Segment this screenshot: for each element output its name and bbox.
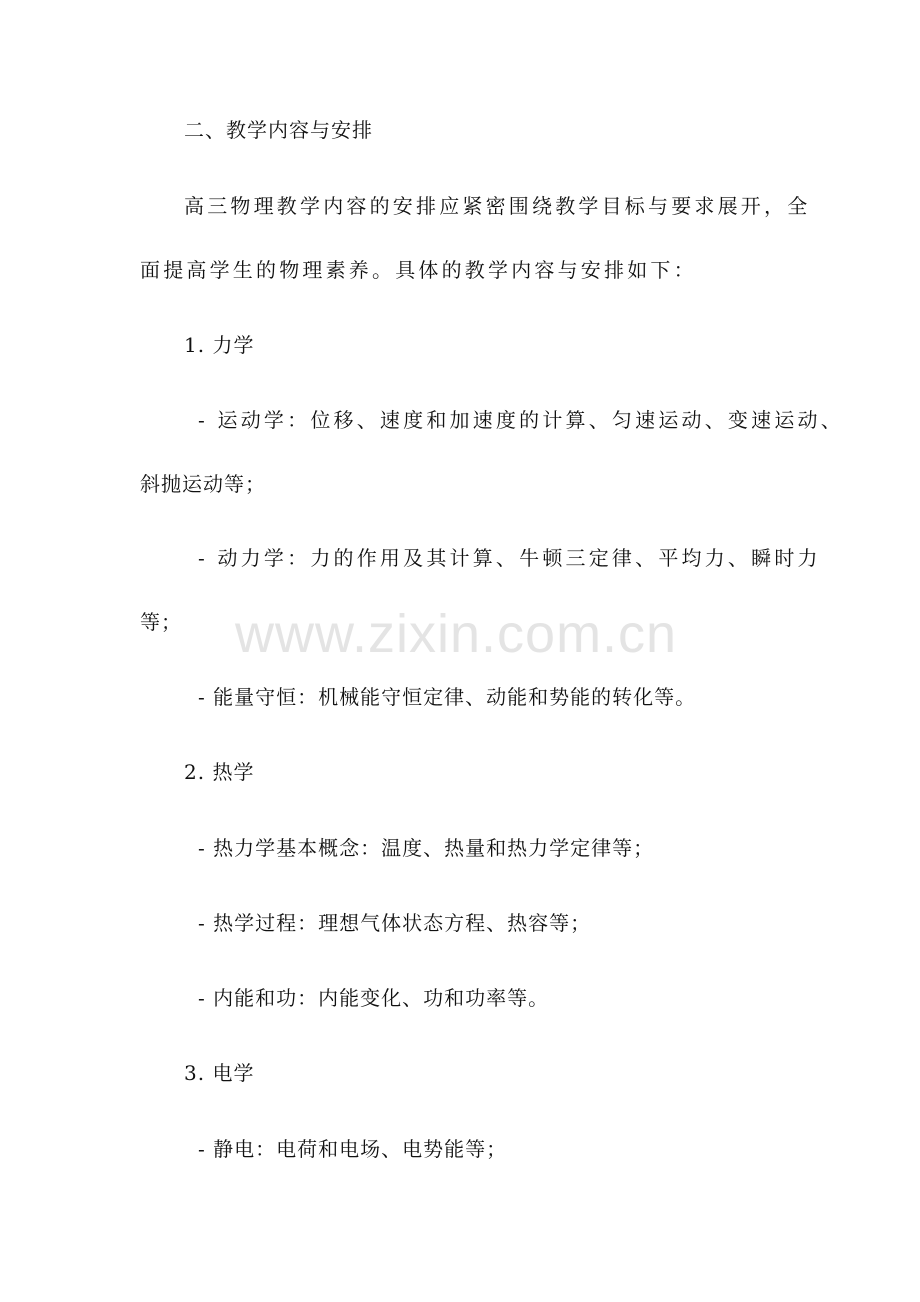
internal-energy-item: - 内能和功：内能变化、功和功率等。: [198, 986, 550, 1010]
thermal-processes-item: - 热学过程：理想气体状态方程、热容等；: [198, 911, 592, 935]
dynamics-line-2: 等；: [140, 610, 182, 634]
energy-conservation-item: - 能量守恒：机械能守恒定律、动能和势能的转化等。: [198, 685, 697, 709]
kinematics-line-2: 斜抛运动等；: [140, 472, 266, 496]
kinematics-line-1: - 运动学：位移、速度和加速度的计算、匀速运动、变速运动、: [198, 408, 844, 432]
dynamics-line-1: - 动力学：力的作用及其计算、牛顿三定律、平均力、瞬时力: [198, 546, 821, 570]
section-heading: 二、教学内容与安排: [184, 118, 373, 142]
intro-line-1: 高三物理教学内容的安排应紧密围绕教学目标与要求展开，全: [184, 194, 811, 218]
mechanics-title: 1. 力学: [184, 333, 255, 357]
electrostatics-item: - 静电：电荷和电场、电势能等；: [198, 1137, 508, 1161]
thermodynamics-concepts-item: - 热力学基本概念：温度、热量和热力学定律等；: [198, 836, 655, 860]
intro-line-2: 面提高学生的物理素养。具体的教学内容与安排如下：: [140, 258, 697, 282]
watermark: www.zixin.com.cn: [235, 604, 678, 664]
thermal-title: 2. 热学: [184, 760, 255, 784]
electricity-title: 3. 电学: [184, 1061, 255, 1085]
